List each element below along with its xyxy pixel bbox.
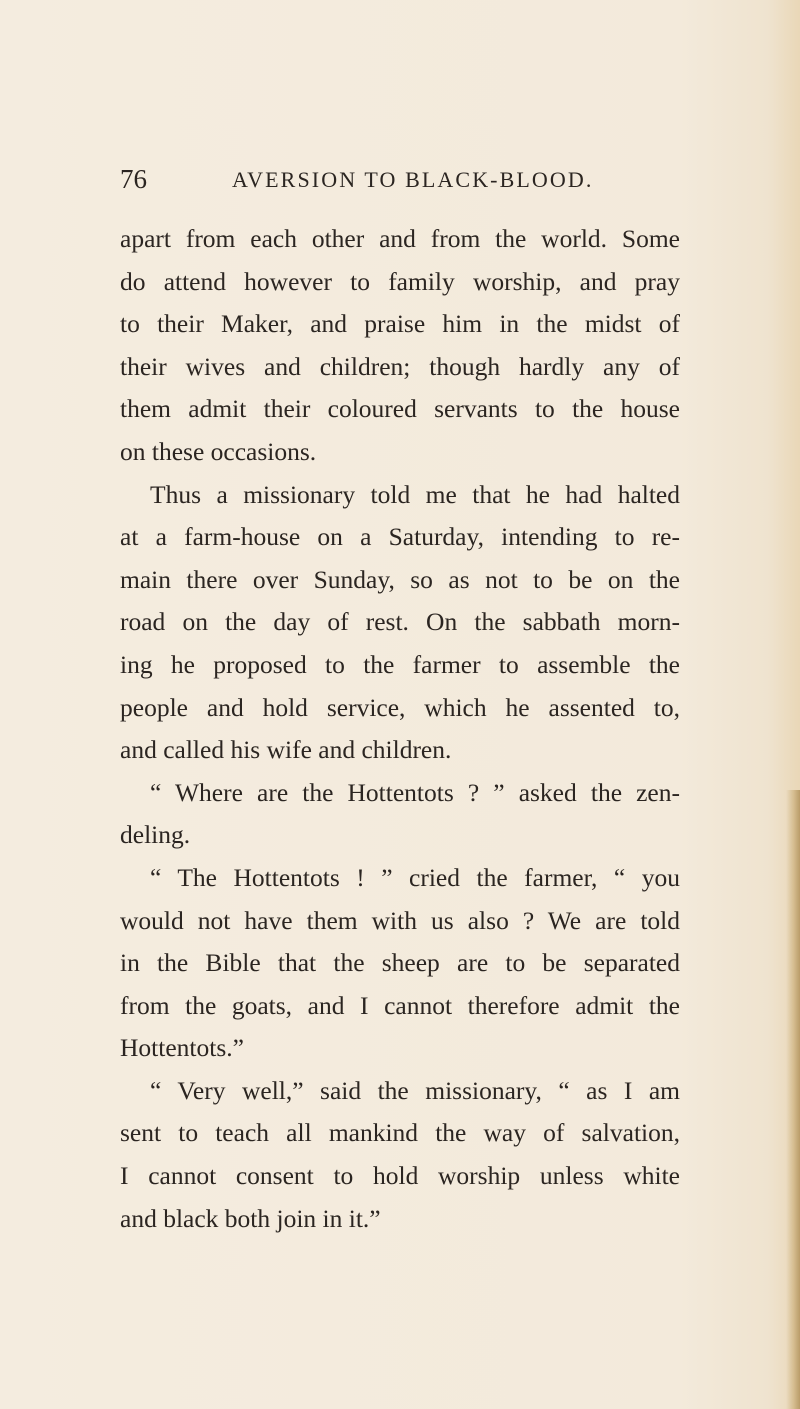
paragraph-2: [120, 474, 680, 772]
text-line: sent to teach all mankind the way of salvation,: [120, 1118, 680, 1148]
text-line: people and hold service, which he assented to,: [120, 692, 680, 722]
text-line: Thus a missionary told me that he had halted: [150, 479, 680, 509]
paragraph-3: [120, 772, 680, 857]
paragraph-4: [120, 857, 680, 1070]
running-header: [120, 162, 680, 202]
text-line: “ Where are the Hottentots ? ” asked the zen-: [150, 777, 680, 807]
text-line: ing he proposed to the farmer to assemble the: [120, 649, 680, 679]
text-line: deling.: [120, 820, 191, 850]
text-line: them admit their coloured servants to the house: [120, 394, 680, 424]
text-line: their wives and children; though hardly any of: [120, 351, 680, 381]
page-number: 76: [120, 164, 147, 194]
running-title: AVERSION TO BLACK-BLOOD.: [232, 167, 594, 192]
text-line: road on the day of rest. On the sabbath morn-: [120, 607, 680, 637]
text-line: apart from each other and from the world. Some: [120, 224, 680, 253]
text-line: to their Maker, and praise him in the midst of: [120, 309, 680, 339]
text-line: and black both join in it.”: [120, 1203, 381, 1233]
text-line: do attend however to family worship, and pray: [120, 266, 680, 296]
text-line: I cannot consent to hold worship unless white: [120, 1161, 680, 1191]
text-line: in the Bible that the sheep are to be separated: [120, 948, 680, 978]
text-line: from the goats, and I cannot therefore admit the: [120, 990, 680, 1020]
text-line: at a farm-house on a Saturday, intending to re-: [120, 522, 680, 552]
text-line: on these occasions.: [120, 436, 317, 466]
text-line: “ The Hottentots ! ” cried the farmer, “ you: [150, 862, 680, 892]
page-edge-stain: [786, 790, 800, 1409]
paragraph-5: [120, 1070, 680, 1240]
text-line: “ Very well,” said the missionary, “ as I am: [150, 1075, 680, 1105]
text-line: would not have them with us also ? We are told: [120, 905, 680, 935]
body-text: [120, 218, 680, 1240]
text-line: main there over Sunday, so as not to be on the: [120, 564, 680, 594]
text-line: and called his wife and children.: [120, 735, 452, 765]
text-line: Hottentots.”: [120, 1033, 244, 1063]
paragraph-1: [120, 218, 680, 474]
